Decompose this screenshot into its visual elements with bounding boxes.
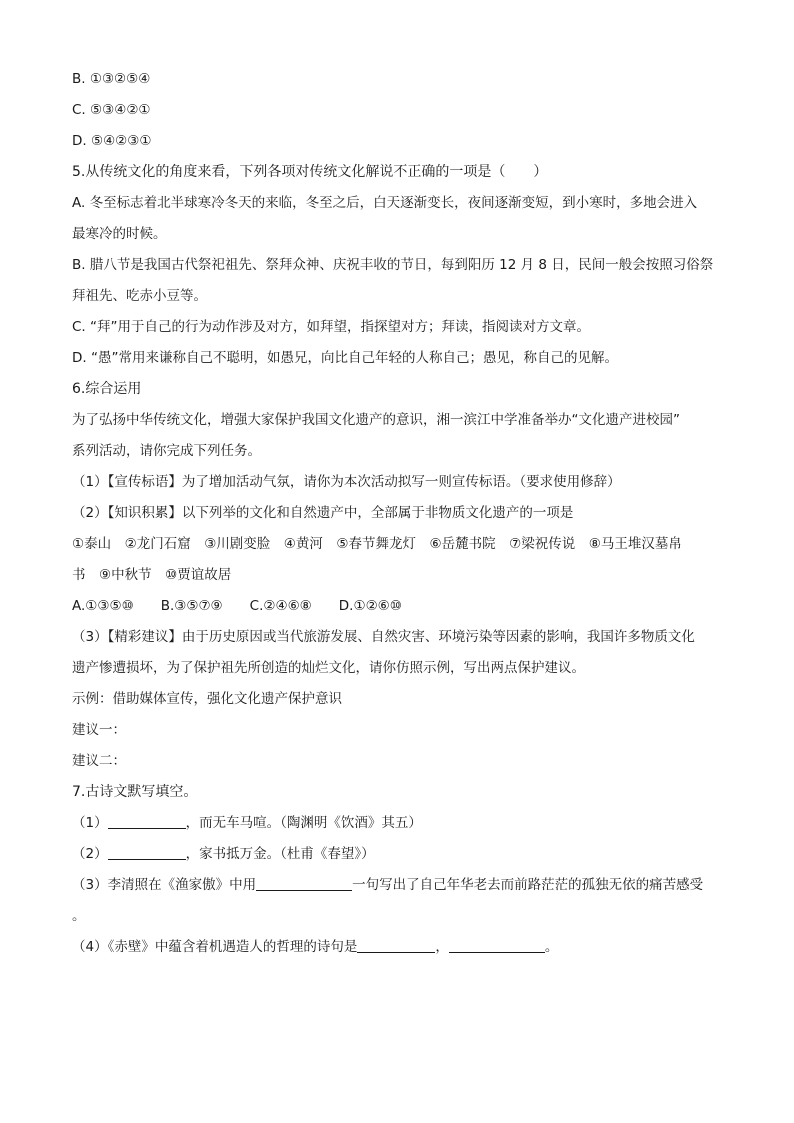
q7-sentence1 (72, 808, 732, 839)
q5-option-d: D. “愚”常用来谦称自己不聪明，如愚兄，向比自己年轻的人称自己；愚见，称自己的见解。 (72, 350, 618, 366)
q5-option-b-line1: B. 腊八节是我国古代祭祀祖先、祭拜众神、庆祝丰收的节日，每到阳历 12 月 8 日，民间一般会按照习俗祭 (72, 257, 714, 273)
q6-task2: （2）【知识积累】以下列举的文化和自然遗产中，全部属于非物质文化遗产的一项是 (72, 505, 574, 521)
q7-sentence4 (72, 932, 732, 963)
q7-title: 7.古诗文默写填空。 (72, 784, 198, 800)
q5-option-a-line2: 最寒冷的时候。 (72, 226, 167, 242)
q6-example: 示例：借助媒体宣传，强化文化遗产保护意识 (72, 691, 342, 707)
q7-s4-mid: ， (435, 939, 449, 955)
q6-items-line2: 书 ⑨中秋节 ⑩贾谊故居 (72, 567, 232, 583)
q6-suggestion1: 建议一： (72, 722, 126, 738)
q6-task3-line1: （3）【精彩建议】由于历史原因或当代旅游发展、自然灾害、环境污染等因素的影响，我国许多物质文化 (72, 629, 695, 645)
q6-task1: （1）【宣传标语】为了增加活动气氛，请你为本次活动拟写一则宣传标语。（要求使用修辞） (72, 474, 621, 490)
q5-option-b-line2: 拜祖先、吃赤小豆等。 (72, 288, 207, 304)
q6-intro-line2: 系列活动，请你完成下列任务。 (72, 443, 261, 459)
q7-s3-suffix: 一句写出了自己年华老去而前路茫茫的孤独无依的痛苦感受 (352, 877, 704, 893)
q7-sentence3-end: 。 (72, 908, 86, 924)
q6-task3-line2: 遗产惨遭损坏，为了保护祖先所创造的灿烂文化，请你仿照示例，写出两点保护建议。 (72, 660, 585, 676)
q7-s3-blank[interactable] (256, 874, 352, 891)
q5-stem: 5.从传统文化的角度来看，下列各项对传统文化解说不正确的一项是（ ） (72, 164, 548, 180)
q7-s4-blank2[interactable] (449, 936, 545, 953)
q7-s2-suffix: ，家书抵万金。（杜甫《春望》） (185, 846, 375, 862)
q7-s1-prefix: （1） (72, 815, 108, 831)
q7-s1-suffix: ，而无车马喧。（陶渊明《饮酒》其五） (185, 815, 422, 831)
q4-option-d: D. ⑤④②③① (72, 133, 152, 149)
q7-sentence3 (72, 870, 732, 901)
q7-s1-blank[interactable] (108, 812, 186, 829)
q7-s3-prefix: （3）李清照在《渔家傲》中用 (72, 877, 257, 893)
q7-s4-end: 。 (544, 939, 559, 955)
q6-items-line1: ①泰山 ②龙门石窟 ③川剧变脸 ④黄河 ⑤春节舞龙灯 ⑥岳麓书院 ⑦梁祝传说 ⑧马王堆汉墓帛 (72, 536, 682, 552)
q7-s4-prefix: （4）《赤壁》中蕴含着机遇造人的哲理的诗句是 (72, 939, 358, 955)
q7-s2-blank[interactable] (108, 843, 186, 860)
q4-option-b: B. ①③②⑤④ (72, 71, 151, 87)
q6-suggestion2: 建议二： (72, 753, 126, 769)
q5-option-c: C. “拜”用于自己的行为动作涉及对方，如拜望，指探望对方；拜读，指阅读对方文章。 (72, 319, 590, 335)
q7-sentence2 (72, 839, 732, 870)
q4-option-c: C. ⑤③④②① (72, 102, 151, 118)
q6-title: 6.综合运用 (72, 381, 142, 397)
q7-s2-prefix: （2） (72, 846, 108, 862)
q5-option-a-line1: A. 冬至标志着北半球寒冷冬天的来临，冬至之后，白天逐渐变长，夜间逐渐变短，到小寒时，多地会进入 (72, 195, 698, 211)
q6-choices: A.①③⑤⑩ B.③⑤⑦⑨ C.②④⑥⑧ D.①②⑥⑩ (72, 598, 402, 614)
document-page (72, 64, 732, 963)
q6-intro-line1: 为了弘扬中华传统文化，增强大家保护我国文化遗产的意识，湘一滨江中学准备举办“文化遗产进校园” (72, 412, 680, 428)
q7-s4-blank1[interactable] (357, 936, 435, 953)
